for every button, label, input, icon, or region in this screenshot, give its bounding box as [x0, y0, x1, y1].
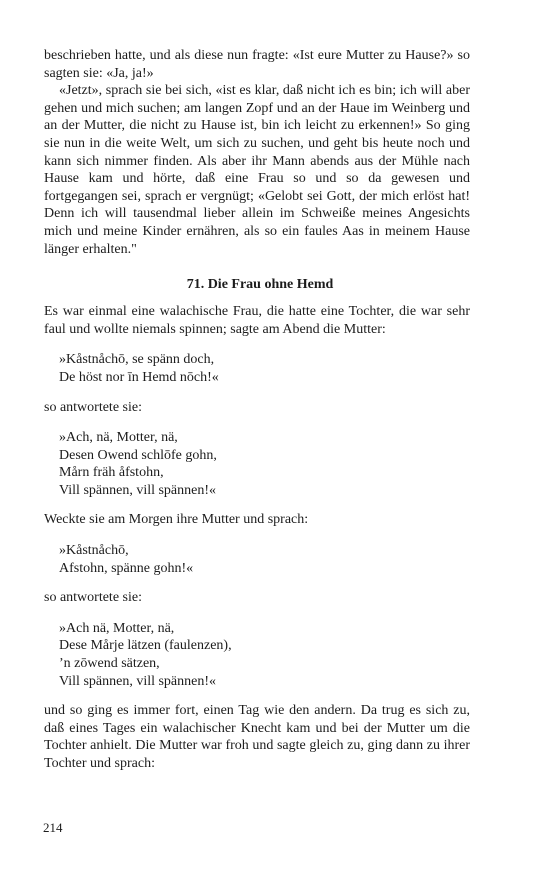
verse-line: »Ach, nä, Motter, nä, — [59, 430, 178, 446]
reply-line: so antwortete sie: — [44, 590, 142, 606]
verse-line: Mårn fräh åfstohn, — [59, 465, 164, 481]
verse-line: Vill spännen, vill spännen!« — [59, 673, 217, 689]
story-ending-paragraph: «Jetzt», sprach sie bei sich, «ist es klar, daß nicht ich es bin; ich will aber gehen und mich suchen; am langen Zopf und an der Haue im Weinberg und an der Mutter, die nicht zu Hause ist, bin ich leicht zu erkennen!» So ging sie nun in die weite Welt, um sich zu suchen, und geht bis heute noch und kann sich nimmer finden. Als aber ihr Mann abends aus der Mühle nach Hause kam und hörte, daß eine Frau so und so da gewesen und fortgegangen sei, sprach er vergnügt; «Gelobt sei Gott, der mich erlöst hat! Denn ich will tausendmal lieber allein im Schweiße meines Angesichts mich und meine Kinder ernähren, als so ein faules Aas in meinem Hause länger erhalten." — [44, 83, 470, 257]
verse-line: Desen Owend schlōfe gohn, — [59, 447, 217, 463]
closing-paragraph: und so ging es immer fort, einen Tag wie den andern. Da trug es sich zu, daß eines Tages ein walachischer Knecht kam und bei der Mutter um die Tochter anhielt. Die Mutter war froh und sagte gleich zu, ging dann zu ihrer Tochter und sprach: — [44, 703, 470, 771]
book-page — [44, 47, 470, 773]
morning-line: Weckte sie am Morgen ihre Mutter und sprach: — [44, 512, 309, 528]
verse-line: Afstohn, spänne gohn!« — [59, 560, 194, 576]
verse-mother-2 — [59, 542, 470, 577]
story-intro-paragraph: Es war einmal eine walachische Frau, die hatte eine Tochter, die war sehr faul und wollte niemals spinnen; sagte am Abend die Mutter: — [44, 304, 470, 337]
verse-daughter-2 — [59, 620, 470, 690]
verse-line: »Kåstnåchō, se spänn doch, — [59, 352, 215, 368]
verse-line: »Ach nä, Motter, nä, — [59, 620, 175, 636]
continued-paragraph: beschrieben hatte, und als diese nun fragte: «Ist eure Mutter zu Hause?» so sagten sie: «Ja, ja!» — [44, 48, 470, 81]
verse-line: »Kåstnåchō, — [59, 543, 129, 559]
reply-line: so antwortete sie: — [44, 399, 142, 415]
verse-line: De höst nor īn Hemd nōch!« — [59, 369, 219, 385]
page-number: 214 — [43, 820, 63, 835]
verse-line: Vill spännen, vill spännen!« — [59, 482, 217, 498]
verse-daughter-1 — [59, 429, 470, 499]
verse-mother-1 — [59, 351, 470, 386]
story-title: 71. Die Frau ohne Hemd — [186, 277, 334, 293]
verse-line: ’n zōwend sätzen, — [59, 656, 160, 672]
verse-line: Dese Mårje lätzen (faulenzen), — [59, 638, 232, 654]
